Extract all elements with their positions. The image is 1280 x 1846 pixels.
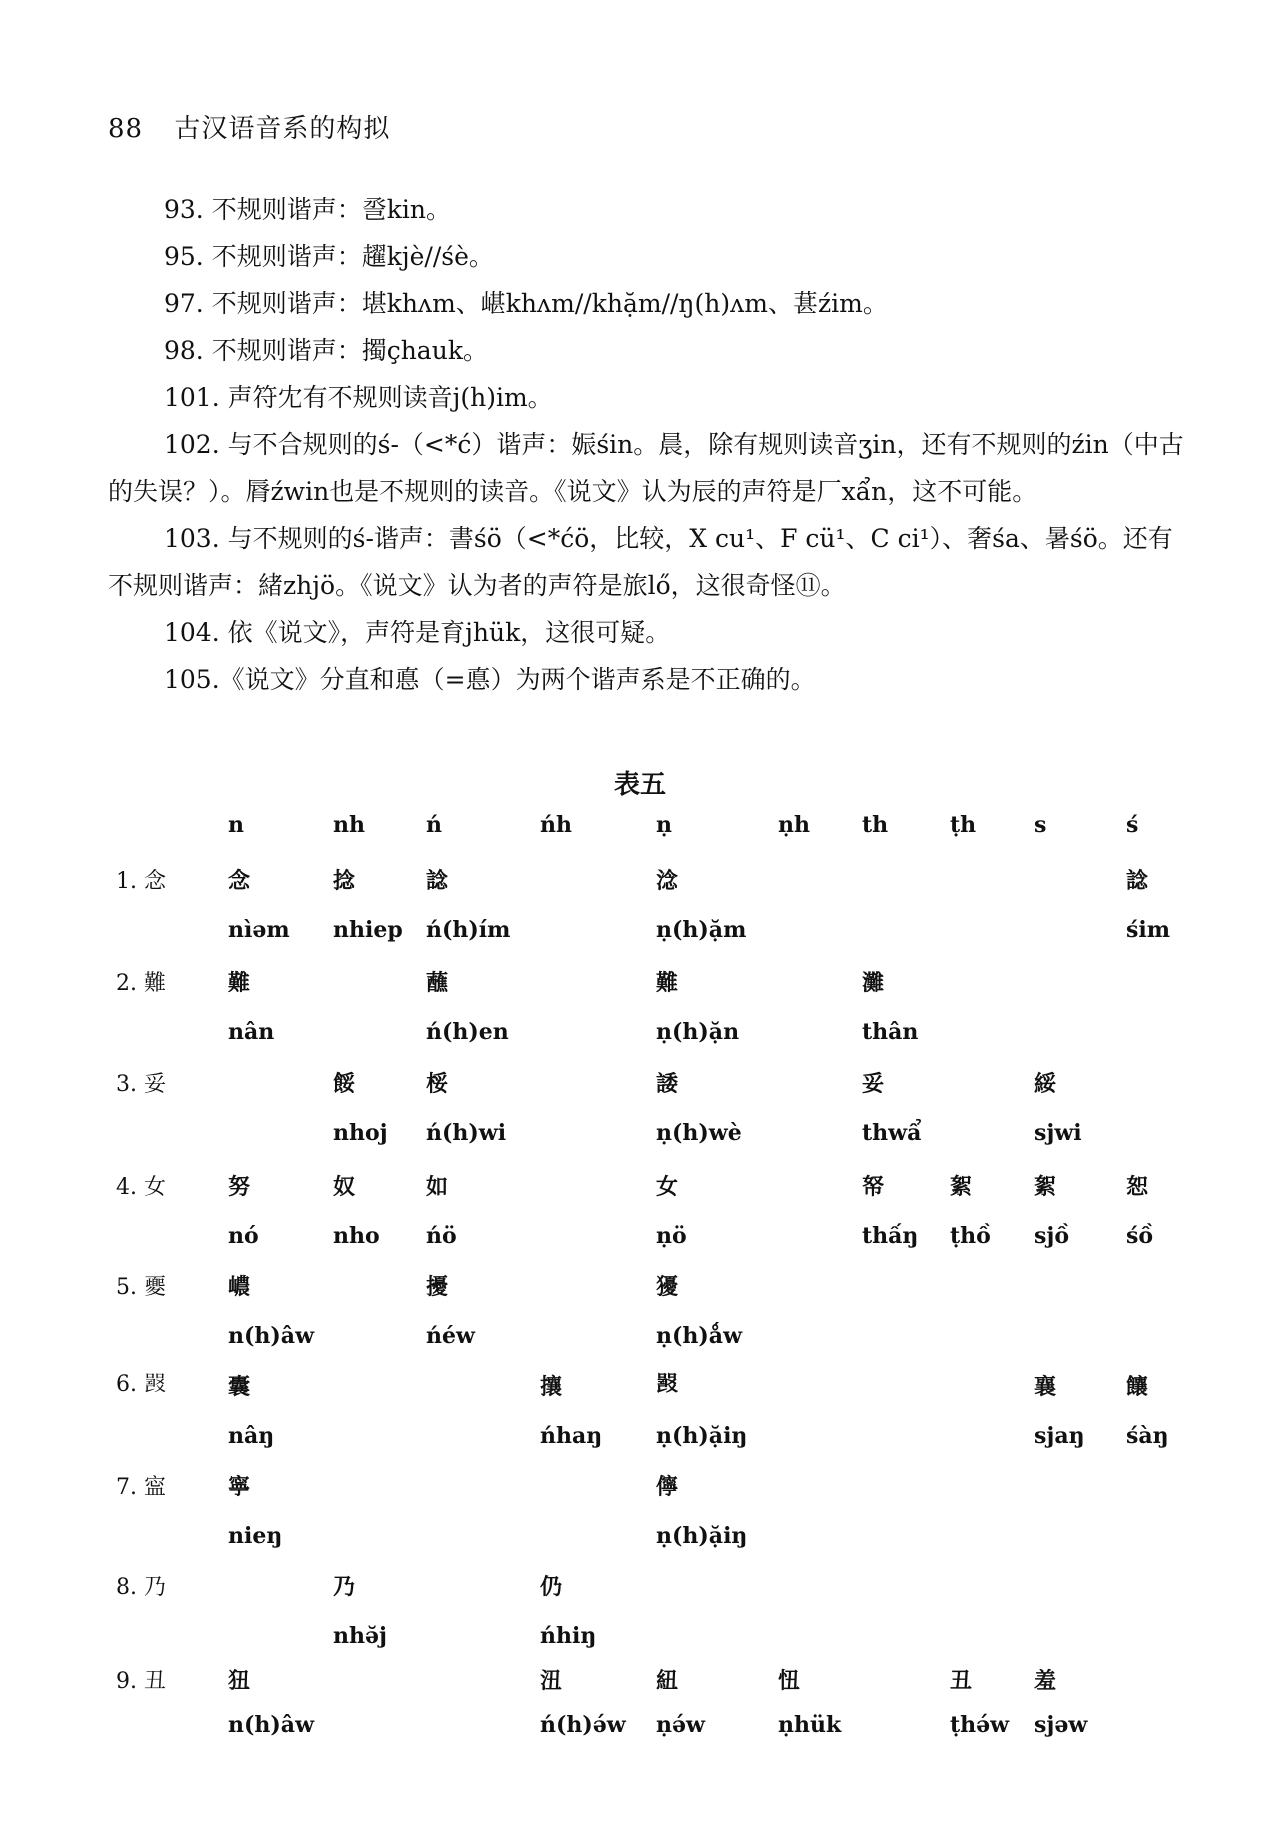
table-char: 囊 <box>228 1374 251 1400</box>
table-reading: ń(h)en <box>426 1019 509 1045</box>
note-95: 95. 不规则谐声：趯kjè//śè。 <box>164 242 494 271</box>
table-char: 乃 <box>333 1574 356 1600</box>
table-char: 儜 <box>656 1474 679 1500</box>
table-char: 桵 <box>426 1071 449 1097</box>
table-reading: ṇ(h)ặiŋ <box>656 1523 748 1549</box>
table-reading: ńéw <box>426 1323 475 1349</box>
table-reading: ṇ(h)ặn <box>656 1019 740 1045</box>
table-char: 丑 <box>950 1668 973 1694</box>
table-char: 妥 <box>862 1071 885 1097</box>
table-char: 獶 <box>656 1274 679 1300</box>
table-reading: ṇ(h)wè <box>656 1120 742 1146</box>
table-char: 𤕦 <box>656 1371 679 1397</box>
table-char: 蘸 <box>426 970 449 996</box>
table-reading: nân <box>228 1019 275 1045</box>
table-reading: ń(h)ím <box>426 917 511 943</box>
table-reading: ńö <box>426 1223 457 1249</box>
table-reading: thwẩ <box>862 1120 922 1146</box>
table-reading: ń(h)ə́w <box>540 1712 626 1738</box>
table-char: 寧 <box>228 1474 251 1500</box>
table-reading: nieŋ <box>228 1523 283 1549</box>
table-char: 沑 <box>540 1668 563 1694</box>
column-header: ń <box>426 812 442 838</box>
table-char: 狃 <box>228 1668 251 1694</box>
note-104: 104. 依《说文》，声符是育jhük，这很可疑。 <box>164 618 671 647</box>
table-char: 諗 <box>426 868 449 894</box>
table-char: 饟 <box>1126 1374 1149 1400</box>
row-label: 9. 丑 <box>116 1669 166 1694</box>
note-101: 101. 声符冘有不规则读音j(h)im。 <box>164 383 553 412</box>
table-reading: ṇö <box>656 1223 687 1249</box>
table-char: 紐 <box>656 1668 679 1694</box>
table-char: 嶩 <box>228 1274 251 1300</box>
table-char: 襄 <box>1034 1374 1057 1400</box>
note-102: 102. 与不合规则的ś-（<*ć）谐声：娠śin。晨，除有规则读音ʒin，还有不规则的źin（中古的失误？）。脣źwin也是不规则的读音。《说文》认为辰的声符是厂xẩn，这不可能。 <box>108 430 1184 506</box>
row-label: 4. 女 <box>116 1175 166 1200</box>
table-char: 灘 <box>862 970 885 996</box>
table-reading: n(h)âw <box>228 1323 315 1349</box>
column-header: nh <box>333 812 365 838</box>
row-label: 8. 乃 <box>116 1575 166 1600</box>
table-reading: n(h)âw <box>228 1712 315 1738</box>
table-char: 攘 <box>540 1374 563 1400</box>
column-header: ṇh <box>778 812 810 838</box>
column-header: ńh <box>540 812 572 838</box>
table-char: 捻 <box>333 868 356 894</box>
table-char: 羞 <box>1034 1668 1057 1694</box>
table-char: 餒 <box>333 1071 356 1097</box>
table-char: 恕 <box>1126 1174 1149 1200</box>
table-char: 諉 <box>656 1071 679 1097</box>
table-char: 念 <box>228 868 251 894</box>
table-char: 淰 <box>656 868 679 894</box>
table-char: 難 <box>228 970 251 996</box>
row-label: 2. 難 <box>116 971 166 996</box>
table-reading: ńhaŋ <box>540 1423 603 1449</box>
table-char: 擾 <box>426 1274 449 1300</box>
table-reading: sjaŋ <box>1034 1423 1085 1449</box>
table-reading: nó <box>228 1223 259 1249</box>
row-label: 1. 念 <box>116 869 166 894</box>
table-char: 努 <box>228 1174 251 1200</box>
table-reading: ńhiŋ <box>540 1623 597 1649</box>
note-93: 93. 不规则谐声：巹kin。 <box>164 195 451 224</box>
page-number: 88 <box>108 114 144 144</box>
table-char: 綏 <box>1034 1071 1057 1097</box>
row-label: 6. 𤕦 <box>116 1372 166 1397</box>
table-char: 絮 <box>1034 1174 1057 1200</box>
table-char: 忸 <box>778 1668 801 1694</box>
table-reading: ṇ(h)ặiŋ <box>656 1423 748 1449</box>
table-reading: thấŋ <box>862 1223 919 1249</box>
column-header: s <box>1034 812 1047 838</box>
table-char: 仍 <box>540 1574 563 1600</box>
table-title: 表五 <box>613 770 666 800</box>
table-reading: nho <box>333 1223 380 1249</box>
note-105: 105.《说文》分直和悳（=悳）为两个谐声系是不正确的。 <box>164 665 816 694</box>
table-char: 諗 <box>1126 868 1149 894</box>
table-reading: nhiep <box>333 917 403 943</box>
table-reading: śàŋ <box>1126 1423 1169 1449</box>
column-header: ś <box>1126 812 1139 838</box>
table-reading: ń(h)wi <box>426 1120 507 1146</box>
table-char: 如 <box>426 1174 449 1200</box>
row-label: 3. 妥 <box>116 1072 166 1097</box>
table-reading: ṇ(h)ǻw <box>656 1323 743 1349</box>
table-reading: śim <box>1126 917 1171 943</box>
table-reading: sjồ <box>1034 1223 1070 1249</box>
table-char: 難 <box>656 970 679 996</box>
note-98: 98. 不规则谐声：擉çhauk。 <box>164 336 488 365</box>
note-97: 97. 不规则谐声：堪khʌm、嵁khʌm//khặm//ŋ(h)ʌm、葚źim。 <box>164 289 888 318</box>
table-reading: nâŋ <box>228 1423 275 1449</box>
column-header: ṭh <box>950 812 977 838</box>
table-reading: nhoj <box>333 1120 388 1146</box>
row-label: 7. 寍 <box>116 1475 166 1500</box>
table-reading: sjwi <box>1034 1120 1082 1146</box>
table-reading: śồ <box>1126 1223 1154 1249</box>
table-reading: ṇə́w <box>656 1712 705 1738</box>
table-reading: ṭhồ <box>950 1223 991 1249</box>
book-title: 古汉语音系的构拟 <box>174 114 391 144</box>
table-reading: thân <box>862 1019 919 1045</box>
notes-section <box>108 186 1190 703</box>
note-103: 103. 与不规则的ś-谐声：書śö（<*ćö，比较，X cu¹、F cü¹、C ci¹）、奢śa、暑śö。还有不规则谐声：緒zhjö。《说文》认为者的声符是旅lő，这很奇怪⑪。 <box>108 524 1173 600</box>
table-reading: ṇ(h)ặm <box>656 917 747 943</box>
table-reading: nìəm <box>228 917 290 943</box>
column-header: th <box>862 812 889 838</box>
table-char: 奴 <box>333 1174 356 1200</box>
table-reading: ṇhük <box>778 1712 842 1738</box>
page-header <box>108 108 390 145</box>
table-reading: nhə̆j <box>333 1623 387 1649</box>
column-header: ṇ <box>656 812 672 838</box>
row-label: 5. 夒 <box>116 1275 166 1300</box>
column-header: n <box>228 812 244 838</box>
table-reading: sjəw <box>1034 1712 1088 1738</box>
table-char: 帑 <box>862 1174 885 1200</box>
table-char: 女 <box>656 1174 679 1200</box>
table-char: 絮 <box>950 1174 973 1200</box>
table-reading: ṭhə́w <box>950 1712 1010 1738</box>
